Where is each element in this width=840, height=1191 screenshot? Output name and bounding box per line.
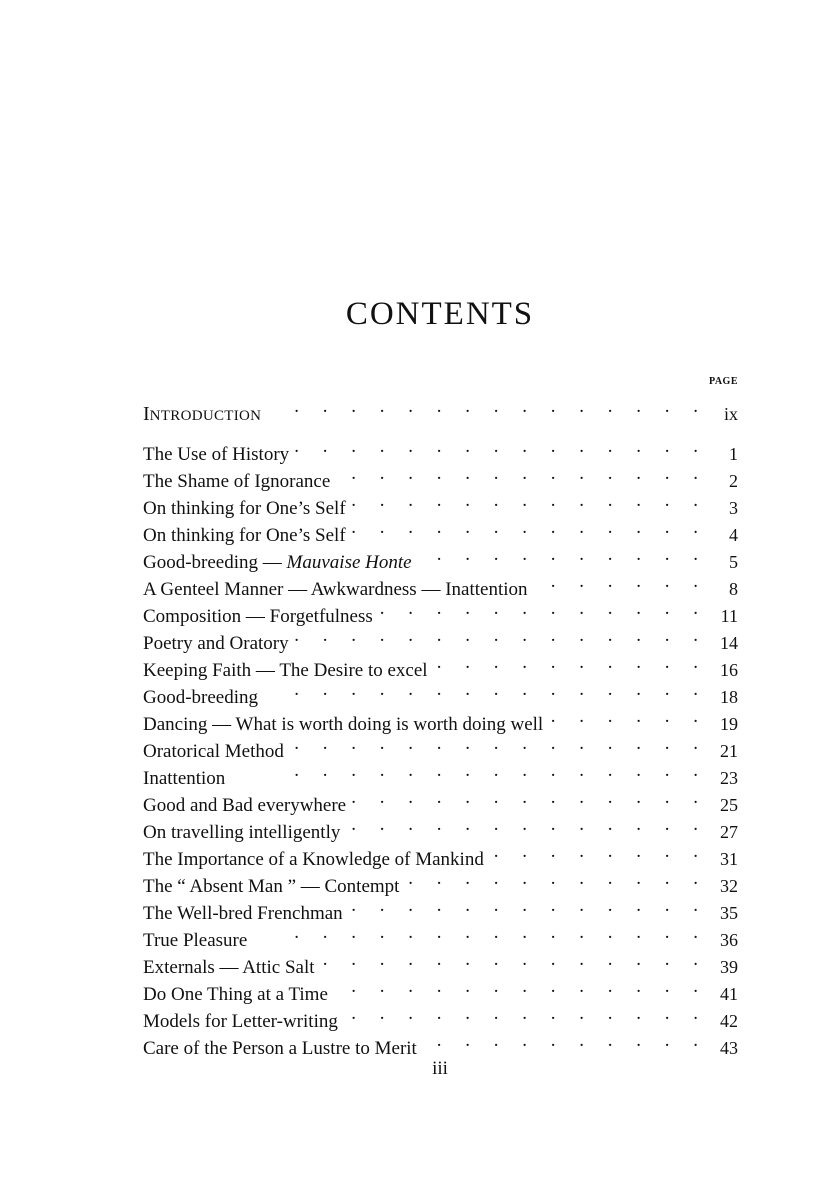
toc-entry-page: ix: [723, 404, 738, 424]
toc-entry-page: 39: [720, 957, 738, 977]
toc-entry: [143, 784, 738, 816]
toc-entry-page: 5: [729, 552, 738, 572]
intro-rest: NTRODUCTION: [149, 408, 262, 424]
toc-entry-title-text: Composition — Forgetfulness: [143, 606, 373, 627]
dot-leader: [295, 622, 698, 649]
dot-leader: [267, 393, 698, 420]
dot-leader: [379, 595, 698, 622]
dot-leader: [352, 487, 698, 514]
dot-leader: [290, 730, 698, 757]
toc-entry-title-text: Keeping Faith — The Desire to excel: [143, 660, 428, 681]
toc-entry-title-text: Poetry and Oratory: [143, 633, 289, 654]
dot-leader: [264, 676, 698, 703]
dot-leader: [434, 649, 698, 676]
toc-entry-title-text: Good-breeding —: [143, 552, 282, 573]
toc-entry-page: 2: [729, 471, 738, 491]
toc-entry-page: 21: [720, 741, 738, 761]
toc-entry-page: 14: [720, 633, 738, 653]
toc-entry-title-text: The “ Absent Man ” — Contempt: [143, 876, 400, 897]
toc-entry-title-text: A Genteel Manner — Awkwardness — Inattention: [143, 579, 528, 600]
toc-entry-title: [143, 684, 258, 711]
dot-leader: [295, 433, 698, 460]
dot-leader: [549, 703, 698, 730]
toc-entry-title: [143, 1008, 338, 1035]
toc-entry-title-text: Care of the Person a Lustre to Merit: [143, 1038, 417, 1059]
toc-entry-title: [143, 441, 289, 468]
page-column-label: PAGE: [708, 376, 738, 387]
dot-leader: [349, 892, 698, 919]
toc-entry-title: [143, 468, 330, 495]
intro-initial: I: [143, 403, 150, 425]
dot-leader: [344, 1000, 698, 1027]
toc-entry-title-text: Inattention: [143, 768, 226, 789]
toc-entry-title-text: Externals — Attic Salt: [143, 957, 315, 978]
dot-leader: [346, 811, 698, 838]
toc-entry-title: [143, 792, 346, 819]
toc-entry: [143, 757, 738, 789]
dot-leader: [423, 1027, 698, 1054]
toc-entry-title-text: True Pleasure: [143, 930, 248, 951]
toc-entry-page: 19: [720, 714, 738, 734]
toc-entry-title: [143, 549, 412, 576]
toc-entry-title: [143, 819, 340, 846]
toc-entry-title-text: On travelling intelligently: [143, 822, 341, 843]
toc-entry-title-text: Dancing — What is worth doing is worth doing well: [143, 714, 544, 735]
toc-entry-title: [143, 522, 346, 549]
toc-entry-page: 36: [720, 930, 738, 950]
toc-entry-page: 43: [720, 1038, 738, 1058]
dot-leader: [418, 541, 698, 568]
toc-entry-title: [143, 401, 261, 430]
toc-entry-title: [143, 981, 328, 1008]
page-title: CONTENTS: [345, 296, 535, 332]
dot-leader: [534, 568, 699, 595]
toc-entry-page: 4: [729, 525, 738, 545]
toc-entry: [143, 393, 738, 425]
dot-leader: [231, 757, 698, 784]
toc-entry-page: 16: [720, 660, 738, 680]
toc-list: [143, 433, 738, 1059]
toc-entry-title-text: On thinking for One’s Self: [143, 525, 346, 546]
toc-entry-page: 3: [729, 498, 738, 518]
toc-entry-title-text: Models for Letter-writing: [143, 1011, 338, 1032]
dot-leader: [336, 460, 698, 487]
toc-entry-title-text: The Well-bred Frenchman: [143, 903, 343, 924]
toc-entry-page: 18: [720, 687, 738, 707]
dot-leader: [490, 838, 698, 865]
toc-entry-title-text: Good-breeding: [143, 687, 259, 708]
page-number: iii: [432, 1058, 448, 1079]
toc-entry-title: [143, 495, 346, 522]
toc-entry-page: 23: [720, 768, 738, 788]
toc-entry-page: 41: [720, 984, 738, 1004]
toc-entry-title-text: On thinking for One’s Self: [143, 498, 346, 519]
toc-entry-page: 8: [729, 579, 738, 599]
toc-entry-title: [143, 954, 315, 981]
toc-entry-page: 1: [729, 444, 738, 464]
dot-leader: [334, 973, 698, 1000]
toc-entry-page: 25: [720, 795, 738, 815]
toc-entry-title-text: The Shame of Ignorance: [143, 471, 331, 492]
toc-entry-page: 11: [720, 606, 738, 626]
toc-entry-title-text: The Use of History: [143, 444, 290, 465]
dot-leader: [352, 784, 698, 811]
toc-entry-title: [143, 630, 289, 657]
toc-entry-title-text: Do One Thing at a Time: [143, 984, 328, 1005]
toc-entry-page: 31: [720, 849, 738, 869]
toc-introduction: [143, 393, 738, 425]
toc-entry-page: 27: [720, 822, 738, 842]
dot-leader: [253, 919, 698, 946]
dot-leader: [321, 946, 698, 973]
toc-entry-page: 35: [720, 903, 738, 923]
toc-entry-page: 42: [720, 1011, 738, 1031]
dot-leader: [352, 514, 698, 541]
toc-entry-page: 32: [720, 876, 738, 896]
toc-entry-title: [143, 765, 225, 792]
toc-entry-title-text: Good and Bad everywhere: [143, 795, 347, 816]
toc-entry-title-italic: Mauvaise Honte: [286, 552, 412, 573]
dot-leader: [405, 865, 698, 892]
toc-entry: [143, 433, 738, 465]
toc-entry-title-text: Oratorical Method: [143, 741, 284, 762]
toc-entry-title-text: The Importance of a Knowledge of Mankind: [143, 849, 484, 870]
toc-entry-title: [143, 927, 247, 954]
